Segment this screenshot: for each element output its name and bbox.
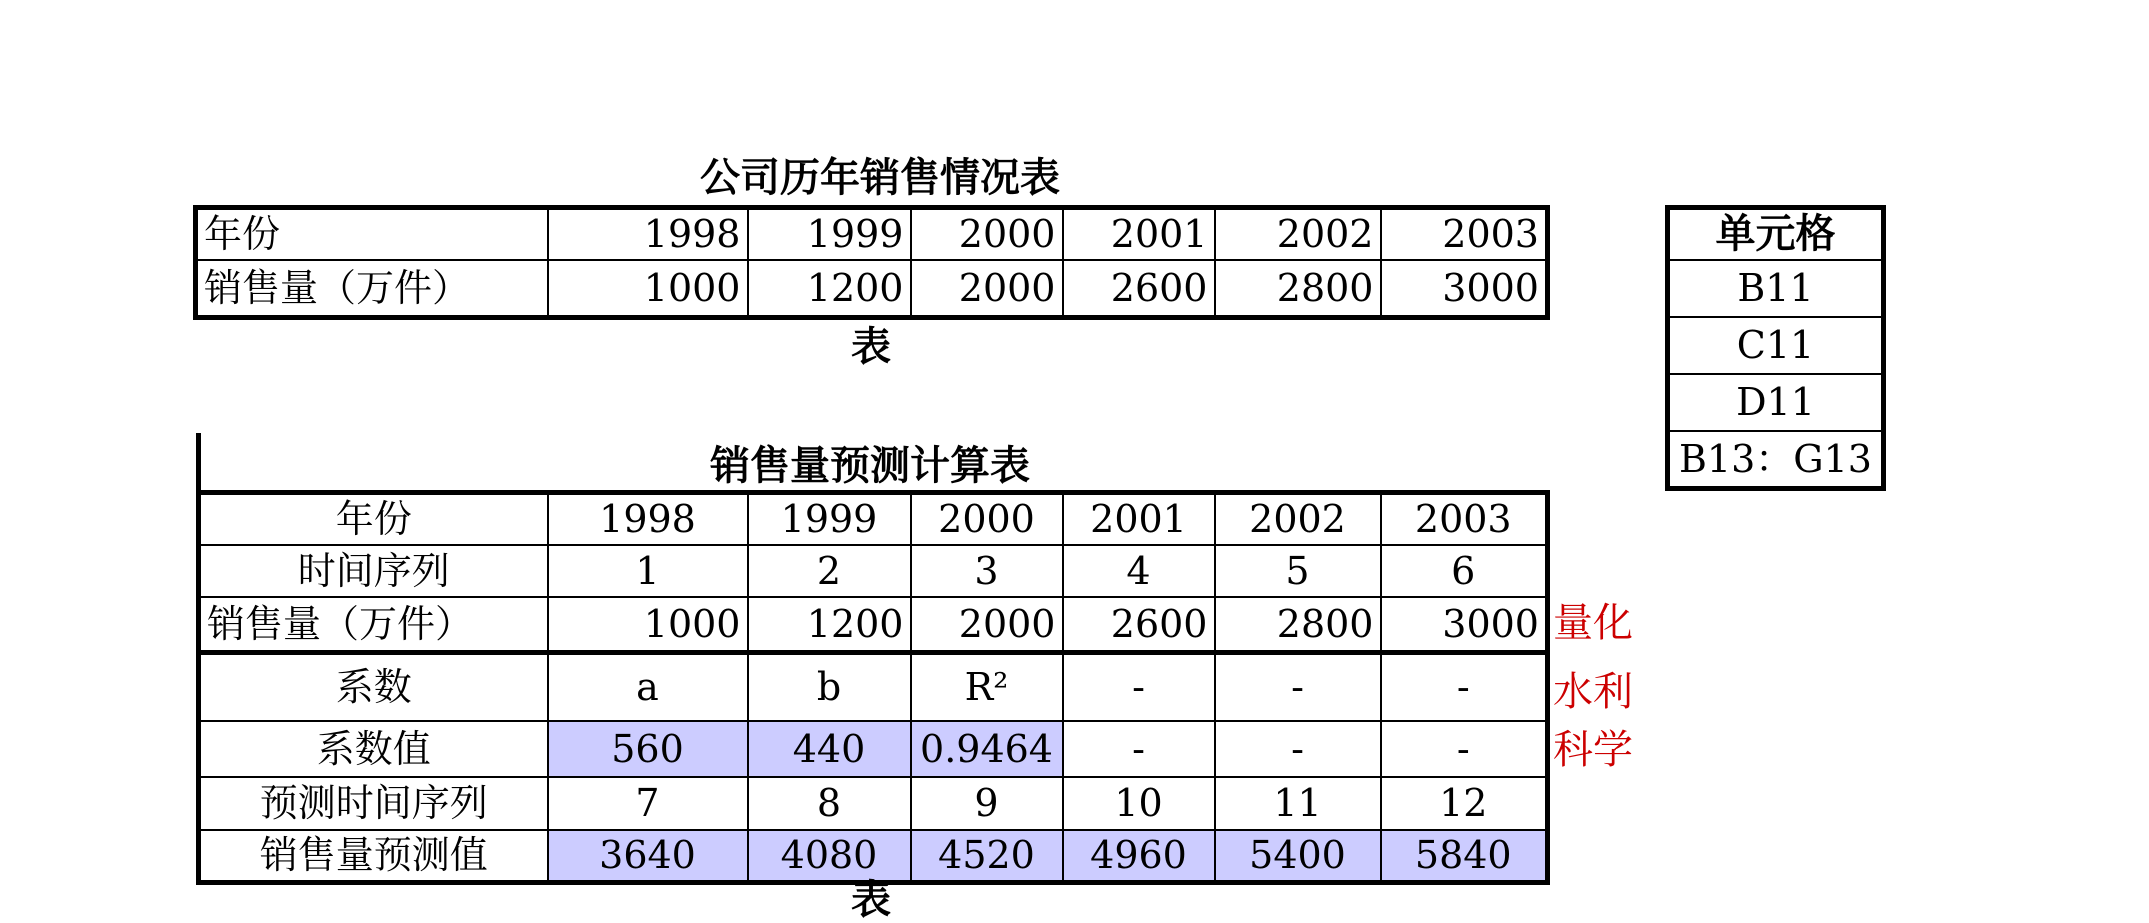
table2-sales-cell: 3000 — [1381, 597, 1548, 653]
sales-forecast-table — [196, 490, 1550, 885]
table2-coef-label: 系数 — [199, 653, 548, 721]
table2-pred-sales-row — [199, 830, 1548, 883]
watermark-text: 水利 — [1553, 669, 1633, 715]
table1-year-cell: 2000 — [911, 208, 1063, 260]
table2-coef-cell: - — [1381, 653, 1548, 721]
table1-sales-cell: 3000 — [1381, 260, 1548, 318]
side-table-cell: B11 — [1668, 260, 1884, 317]
table1-sales-row — [196, 260, 1548, 318]
side-table-header: 单元格 — [1668, 208, 1884, 260]
table2-coef-value-cell: - — [1063, 721, 1215, 777]
table2-sales-cell: 2600 — [1063, 597, 1215, 653]
table2-seq-row — [199, 545, 1548, 597]
table1-sales-label: 销售量（万件） — [196, 260, 548, 318]
table2-pred-seq-cell: 12 — [1381, 777, 1548, 830]
table2-pred-sales-cell: 4960 — [1063, 830, 1215, 883]
table2-title: 销售量预测计算表 — [710, 443, 1030, 489]
table2-seq-label: 时间序列 — [199, 545, 548, 597]
table2-year-cell: 2002 — [1215, 493, 1381, 545]
table1-sales-cell: 1000 — [548, 260, 748, 318]
table1-sales-cell: 2600 — [1063, 260, 1215, 318]
table2-sales-cell: 1200 — [748, 597, 911, 653]
table2-pred-sales-cell: 4520 — [911, 830, 1063, 883]
table2-seq-cell: 2 — [748, 545, 911, 597]
table2-seq-cell: 5 — [1215, 545, 1381, 597]
table2-seq-cell: 1 — [548, 545, 748, 597]
side-table-cell: D11 — [1668, 374, 1884, 431]
table1-year-cell: 2001 — [1063, 208, 1215, 260]
table2-pred-seq-label: 预测时间序列 — [199, 777, 548, 830]
table2-year-cell: 1999 — [748, 493, 911, 545]
side-table-cell: C11 — [1668, 317, 1884, 374]
side-table-cell: B13：G13 — [1668, 431, 1884, 489]
table2-pred-sales-cell: 5840 — [1381, 830, 1548, 883]
table1-year-label: 年份 — [196, 208, 548, 260]
table2-year-row — [199, 493, 1548, 545]
table2-coef-value-cell: 0.9464 — [911, 721, 1063, 777]
table2-sales-row — [199, 597, 1548, 653]
table2-pred-seq-cell: 8 — [748, 777, 911, 830]
table2-coef-value-cell: - — [1215, 721, 1381, 777]
table1-year-cell: 1998 — [548, 208, 748, 260]
table2-year-cell: 1998 — [548, 493, 748, 545]
table2-pred-sales-cell: 5400 — [1215, 830, 1381, 883]
table2-pred-sales-cell: 4080 — [748, 830, 911, 883]
table1-caption: 表 — [851, 324, 891, 370]
table2-seq-cell: 6 — [1381, 545, 1548, 597]
table2-coef-value-label: 系数值 — [199, 721, 548, 777]
table2-year-cell: 2001 — [1063, 493, 1215, 545]
table2-year-cell: 2000 — [911, 493, 1063, 545]
table2-coef-cell: b — [748, 653, 911, 721]
table2-sales-cell: 2800 — [1215, 597, 1381, 653]
table2-coef-row — [199, 653, 1548, 721]
table2-coef-value-cell: 440 — [748, 721, 911, 777]
table2-sales-cell: 1000 — [548, 597, 748, 653]
table2-coef-cell: - — [1215, 653, 1381, 721]
table2-seq-cell: 3 — [911, 545, 1063, 597]
table2-pred-seq-row — [199, 777, 1548, 830]
cell-reference-table — [1665, 205, 1886, 491]
table2-coef-value-cell: - — [1381, 721, 1548, 777]
table2-coef-cell: a — [548, 653, 748, 721]
table2-pred-seq-cell: 9 — [911, 777, 1063, 830]
table2-coef-cell: - — [1063, 653, 1215, 721]
table2-pred-seq-cell: 7 — [548, 777, 748, 830]
table1-year-cell: 2003 — [1381, 208, 1548, 260]
table1-year-cell: 2002 — [1215, 208, 1381, 260]
table2-coef-value-cell: 560 — [548, 721, 748, 777]
table2-sales-cell: 2000 — [911, 597, 1063, 653]
table2-pred-sales-label: 销售量预测值 — [199, 830, 548, 883]
table1-year-row — [196, 208, 1548, 260]
table1-sales-cell: 2000 — [911, 260, 1063, 318]
table2-sales-label: 销售量（万件） — [199, 597, 548, 653]
table1-title: 公司历年销售情况表 — [700, 155, 1060, 201]
table2-pred-sales-cell: 3640 — [548, 830, 748, 883]
table2-year-cell: 2003 — [1381, 493, 1548, 545]
table1-sales-cell: 2800 — [1215, 260, 1381, 318]
table2-caption: 表 — [851, 877, 891, 923]
table2-coef-value-row — [199, 721, 1548, 777]
table1-year-cell: 1999 — [748, 208, 911, 260]
table2-year-label: 年份 — [199, 493, 548, 545]
sales-history-table — [193, 205, 1550, 320]
table2-pred-seq-cell: 10 — [1063, 777, 1215, 830]
table2-left-border — [196, 433, 201, 493]
table2-pred-seq-cell: 11 — [1215, 777, 1381, 830]
table2-seq-cell: 4 — [1063, 545, 1215, 597]
table1-sales-cell: 1200 — [748, 260, 911, 318]
table2-coef-cell: R² — [911, 653, 1063, 721]
watermark-text: 量化 — [1553, 600, 1633, 646]
watermark-text: 科学 — [1553, 727, 1633, 773]
